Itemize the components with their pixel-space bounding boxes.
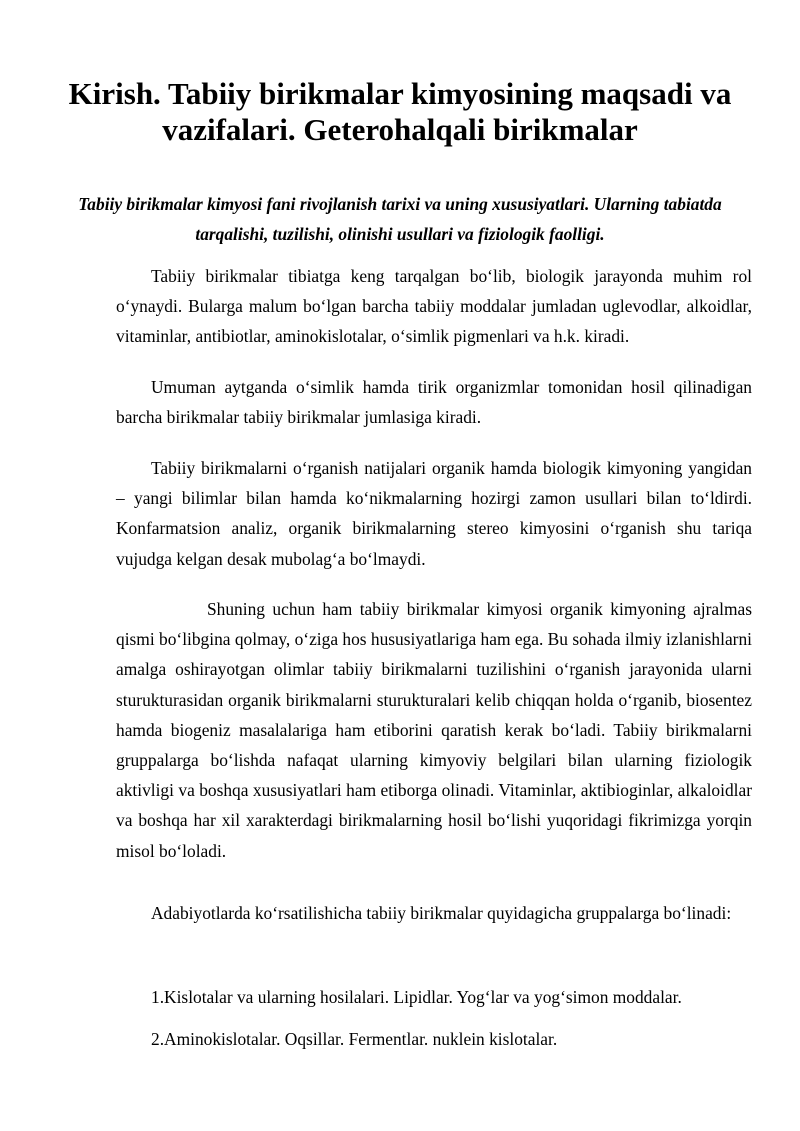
paragraph-5: Adabiyotlarda ko‘rsatilishicha tabiiy birikmalar quyidagicha gruppalarga bo‘linadi: [151, 903, 732, 923]
section-subtitle: Tabiiy birikmalar kimyosi fani rivojlanish tarixi va uning xususiyatlari. Ularning tabiatda tarqalishi, tuzilishi, olinishi usullari va fiziologik faolligi. [78, 194, 722, 244]
paragraph-4: Shuning uchun ham tabiiy birikmalar kimyosi organik kimyoning ajralmas qismi bo‘libgina qolmay, o‘ziga hos hususiyatlariga ham ega. Bu sohada ilmiy izlanishlarni amalga oshirayotgan olimlar tabiiy birikmalarni tuzilishini o‘rganish jarayonida ularni sturukturasidan organik birikmalarni sturukturalari kelib chiqqan holda o‘rganib, biosentez hamda biogeniz masalalariga ham etiborini qaratish kerak bo‘ladi. Tabiiy birikmalarni gruppalarga bo‘lishda nafaqat ularning kimyoviy belgilari bilan ularning fiziologik aktivligi va boshqa xususiyatlari ham etiborga olinadi. Vitaminlar, aktibioginlar, alkaloidlar va boshqa har xil xarakterdagi birikmalarning hosil bo‘lishi yuqoridagi fikrimizga yorqin misol bo‘loladi. [116, 599, 752, 861]
paragraph-2: Umuman aytganda o‘simlik hamda tirik organizmlar tomonidan hosil qilinadigan barcha birikmalar tabiiy birikmalar jumlasiga kiradi. [116, 377, 752, 428]
list-item-1: 1.Kislotalar va ularning hosilalari. Lipidlar. Yog‘lar va yog‘simon moddalar. [151, 987, 682, 1007]
list-item-2: 2.Aminokislotalar. Oqsillar. Fermentlar. nuklein kislotalar. [151, 1029, 558, 1049]
page-title: Kirish. Tabiiy birikmalar kimyosining maqsadi va vazifalari. Geterohalqali birikmalar [68, 76, 732, 147]
paragraph-1: Tabiiy birikmalar tibiatga keng tarqalgan bo‘lib, biologik jarayonda muhim rol o‘ynaydi. Bularga malum bo‘lgan barcha tabiiy moddalar jumladan uglevodlar, alkoidlar, vitaminlar, antibiotlar, aminokislotalar, o‘simlik pigmenlari va h.k. kiradi. [116, 266, 752, 347]
paragraph-3: Tabiiy birikmalarni o‘rganish natijalari organik hamda biologik kimyoning yangidan – yangi bilimlar bilan hamda ko‘nikmalarning hozirgi zamon usullari bilan to‘ldirdi. Konfarmatsion analiz, organik birikmalarning stereo kimyosini o‘rganish shu tariqa vujudga kelgan desak mubolag‘a bo‘lmaydi. [116, 458, 752, 569]
